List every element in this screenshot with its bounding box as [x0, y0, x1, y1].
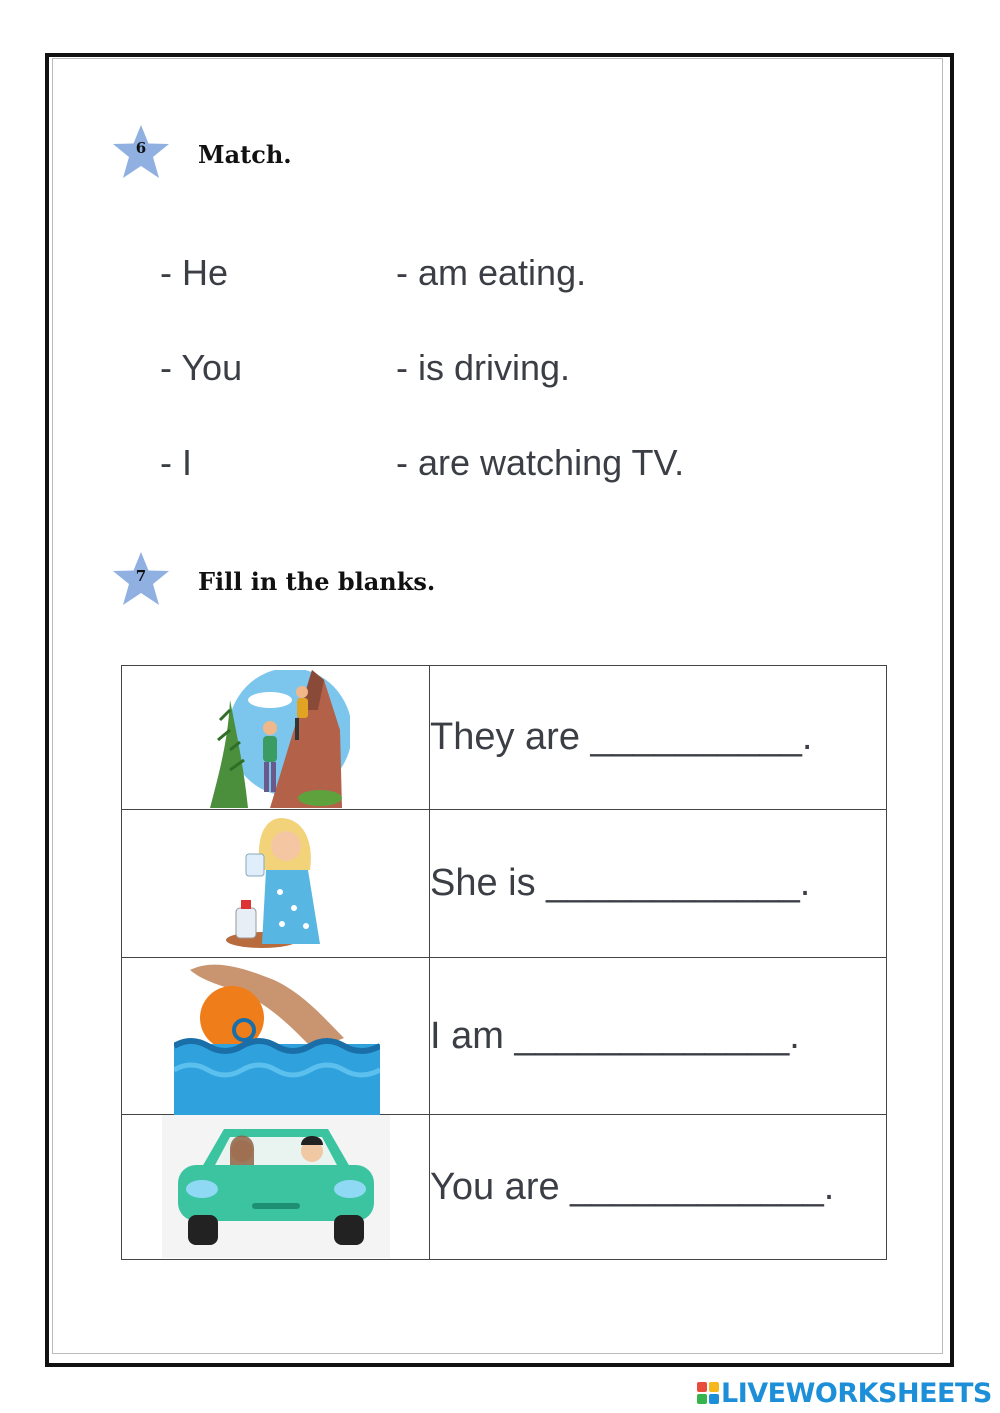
- sentence-cell[interactable]: You are ____________.: [430, 1115, 887, 1260]
- section-title: Fill in the blanks.: [198, 567, 436, 596]
- fill-blanks-table: [121, 665, 887, 1260]
- driving-image: [162, 1115, 390, 1258]
- image-cell: [122, 958, 430, 1115]
- section-number: 6: [135, 139, 147, 157]
- image-cell: [122, 810, 430, 958]
- table-row: [122, 810, 887, 958]
- table-row: [122, 666, 887, 810]
- match-right-item[interactable]: - am eating.: [396, 252, 587, 293]
- sentence-cell[interactable]: She is ____________.: [430, 810, 887, 958]
- table-row: [122, 1115, 887, 1260]
- table-row: [122, 958, 887, 1115]
- image-cell: [122, 1115, 430, 1260]
- match-left-item[interactable]: - I: [160, 442, 192, 483]
- liveworksheets-logo[interactable]: [697, 1378, 992, 1408]
- drinking-milk-image: [222, 812, 332, 954]
- swimming-image: [174, 958, 380, 1115]
- climbing-image: [200, 670, 350, 808]
- match-left-item[interactable]: - He: [160, 252, 229, 293]
- sentence-cell[interactable]: They are __________.: [430, 666, 887, 810]
- logo-text: LIVEWORKSHEETS: [721, 1377, 992, 1409]
- section-number: 7: [135, 567, 147, 585]
- match-left-item[interactable]: - You: [160, 347, 243, 388]
- section-title: Match.: [198, 140, 292, 169]
- match-right-item[interactable]: - is driving.: [396, 347, 571, 388]
- sentence-cell[interactable]: I am _____________.: [430, 958, 887, 1115]
- logo-icon: [697, 1382, 719, 1404]
- image-cell: [122, 666, 430, 810]
- match-right-item[interactable]: - are watching TV.: [396, 442, 685, 483]
